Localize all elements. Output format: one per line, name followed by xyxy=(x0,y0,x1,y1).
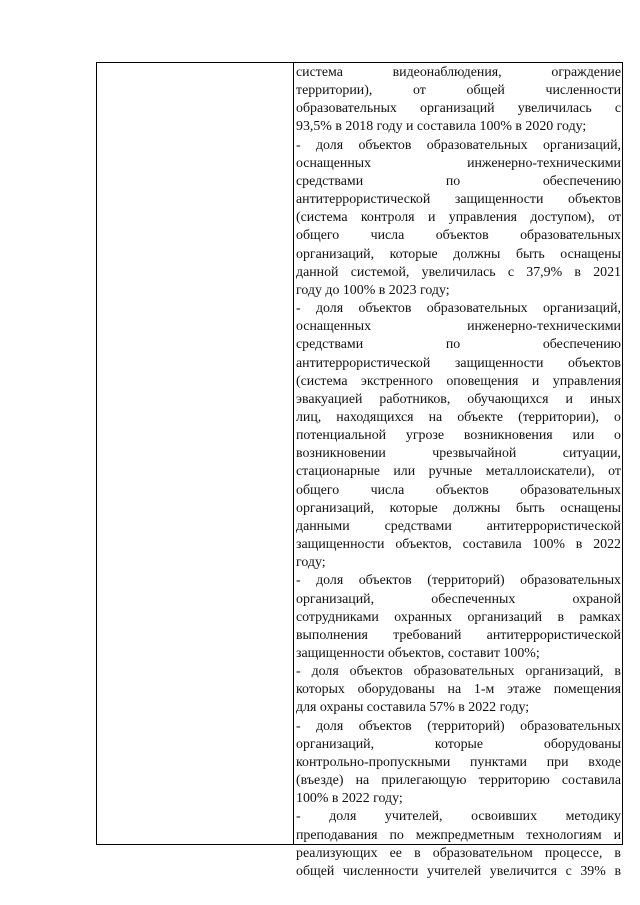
left-column-cell xyxy=(97,63,293,844)
text-line: которых оборудованы на 1-м этаже помещения xyxy=(296,682,621,698)
text-line: организаций, которые должны быть оснащены xyxy=(296,500,621,516)
text-line: контрольно-пропускными пунктами при входе xyxy=(296,754,621,770)
text-line: стационарные или ручные металлоискатели), от xyxy=(296,464,621,480)
right-column-text xyxy=(294,64,622,879)
text-line: организаций, обеспеченных охраной xyxy=(296,591,621,607)
text-line: выполнения требований антитеррористической xyxy=(296,627,621,643)
text-line: году; xyxy=(296,555,326,571)
text-line: - доля объектов образовательных организаций, xyxy=(296,301,621,317)
text-line: - доля объектов образовательных организаций, в xyxy=(296,664,621,680)
text-line: году до 100% в 2023 году; xyxy=(296,282,450,298)
text-line: антитеррористической защищенности объектов xyxy=(296,192,621,208)
text-line: - доля объектов (территорий) образовательных xyxy=(296,573,621,589)
text-line: территории), от общей численности xyxy=(296,83,621,99)
text-line: 100% в 2022 году; xyxy=(296,791,403,807)
text-line: антитеррористической защищенности объектов xyxy=(296,355,621,371)
text-line: образовательных организаций увеличилась с xyxy=(296,101,621,117)
text-line: средствами по обеспечению xyxy=(296,337,621,353)
text-line: - доля учителей, освоивших методику xyxy=(296,809,621,825)
text-line: (система контроля и управления доступом), от xyxy=(296,210,621,226)
text-line: оснащенных инженерно-техническими xyxy=(296,155,621,171)
text-line: средствами по обеспечению xyxy=(296,173,621,189)
text-line: общего числа объектов образовательных xyxy=(296,482,621,498)
text-line: (система экстренного оповещения и управления xyxy=(296,373,621,389)
text-line: 93,5% в 2018 году и составила 100% в 2020 году; xyxy=(296,119,587,135)
text-line: защищенности объектов, составила 100% в 2022 xyxy=(296,537,621,553)
text-line: (въезде) на прилегающую территорию составила xyxy=(296,773,621,789)
text-line: организаций, которые оборудованы xyxy=(296,736,621,752)
text-line: - доля объектов образовательных организаций, xyxy=(296,137,621,153)
text-line: оснащенных инженерно-техническими xyxy=(296,319,621,335)
text-line: для охраны составила 57% в 2022 году; xyxy=(296,700,530,716)
text-line: система видеонаблюдения, ограждение xyxy=(296,65,621,80)
text-line: возникновении чрезвычайной ситуации, xyxy=(296,446,621,462)
text-line: общей численности учителей увеличится с 39% в xyxy=(296,863,621,879)
text-line: преподавания по межпредметным технологиям и xyxy=(296,827,621,843)
text-line: потенциальной угрозе возникновения или о xyxy=(296,428,621,444)
text-line: защищенности объектов, составит 100%; xyxy=(296,646,540,661)
text-line: данными средствами антитеррористической xyxy=(296,518,621,534)
text-line: реализующих ее в образовательном процессе, в xyxy=(296,845,621,861)
text-line: - доля объектов (территорий) образовательных xyxy=(296,718,621,734)
text-line: общего числа объектов образовательных xyxy=(296,228,621,244)
document-table xyxy=(96,62,623,879)
text-line: эвакуацией работников, обучающихся и иных xyxy=(296,391,621,407)
text-line: данной системой, увеличилась с 37,9% в 2021 xyxy=(296,264,621,280)
text-line: сотрудниками охранных организаций в рамках xyxy=(296,609,621,625)
text-line: лиц, находящихся на объекте (территории), о xyxy=(296,409,621,425)
text-line: организаций, которые должны быть оснащены xyxy=(296,246,621,262)
